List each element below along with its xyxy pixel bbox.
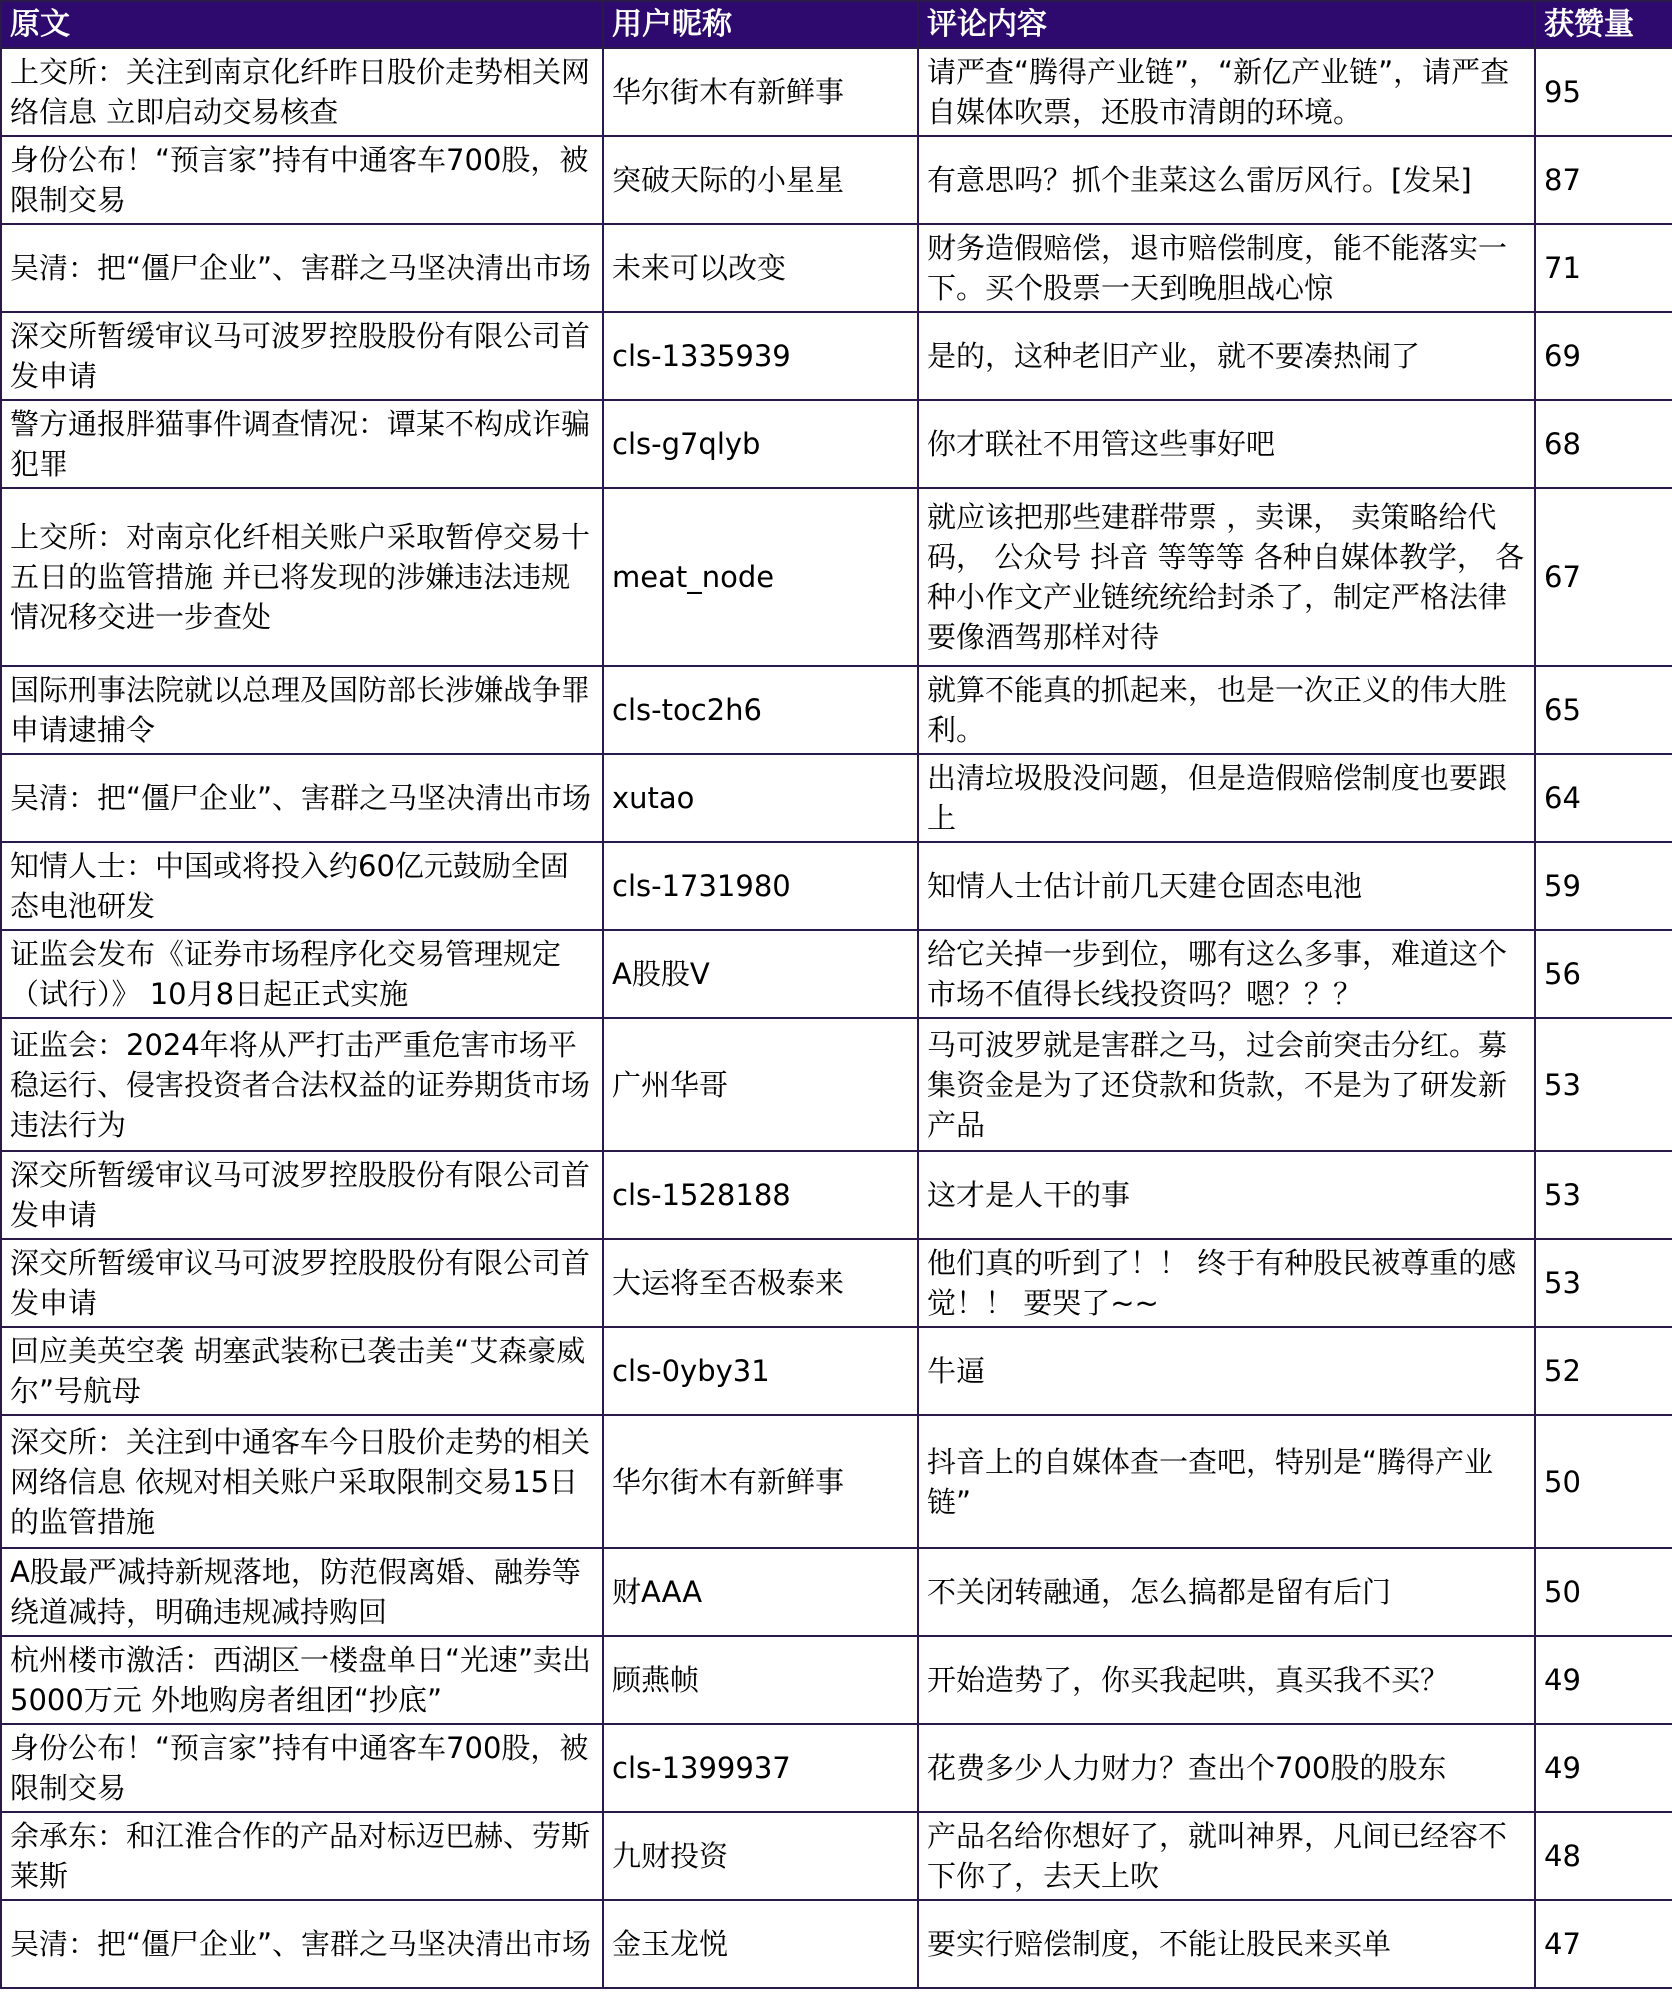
table-row — [1, 1548, 1672, 1636]
cell-likes: 49 — [1535, 1636, 1672, 1724]
cell-likes: 71 — [1535, 224, 1672, 312]
header-likes: 获赞量 — [1535, 1, 1672, 48]
cell-original: 杭州楼市激活：西湖区一楼盘单日“光速”卖出5000万元 外地购房者组团“抄底” — [1, 1636, 603, 1724]
cell-comment: 这才是人干的事 — [918, 1151, 1535, 1239]
cell-comment: 花费多少人力财力？查出个700股的股东 — [918, 1724, 1535, 1812]
cell-likes: 65 — [1535, 666, 1672, 754]
cell-nickname: cls-1335939 — [603, 312, 918, 400]
cell-likes: 50 — [1535, 1548, 1672, 1636]
cell-comment: 就算不能真的抓起来，也是一次正义的伟大胜利。 — [918, 666, 1535, 754]
cell-comment: 财务造假赔偿，退市赔偿制度，能不能落实一下。买个股票一天到晚胆战心惊 — [918, 224, 1535, 312]
table-row — [1, 754, 1672, 842]
cell-original: 上交所：对南京化纤相关账户采取暂停交易十五日的监管措施 并已将发现的涉嫌违法违规情况移交进一步查处 — [1, 488, 603, 666]
cell-comment: 不关闭转融通，怎么搞都是留有后门 — [918, 1548, 1535, 1636]
table-row — [1, 666, 1672, 754]
cell-likes: 64 — [1535, 754, 1672, 842]
cell-nickname: A股股V — [603, 930, 918, 1018]
cell-nickname: 顾燕帧 — [603, 1636, 918, 1724]
cell-nickname: cls-toc2h6 — [603, 666, 918, 754]
cell-comment: 要实行赔偿制度，不能让股民来买单 — [918, 1900, 1535, 1988]
cell-original: 余承东：和江淮合作的产品对标迈巴赫、劳斯莱斯 — [1, 1812, 603, 1900]
table-row — [1, 488, 1672, 666]
cell-comment: 他们真的听到了！！ 终于有种股民被尊重的感觉！！ 要哭了~~ — [918, 1239, 1535, 1327]
cell-original: 吴清：把“僵尸企业”、害群之马坚决清出市场 — [1, 1900, 603, 1988]
cell-likes: 59 — [1535, 842, 1672, 930]
cell-likes: 49 — [1535, 1724, 1672, 1812]
cell-likes: 50 — [1535, 1415, 1672, 1548]
header-comment: 评论内容 — [918, 1, 1535, 48]
cell-comment: 抖音上的自媒体查一查吧，特别是“腾得产业链” — [918, 1415, 1535, 1548]
table-row — [1, 1724, 1672, 1812]
table-row — [1, 312, 1672, 400]
cell-original: 吴清：把“僵尸企业”、害群之马坚决清出市场 — [1, 224, 603, 312]
cell-original: 警方通报胖猫事件调查情况：谭某不构成诈骗犯罪 — [1, 400, 603, 488]
cell-original: 国际刑事法院就以总理及国防部长涉嫌战争罪申请逮捕令 — [1, 666, 603, 754]
cell-likes: 87 — [1535, 136, 1672, 224]
cell-comment: 你才联社不用管这些事好吧 — [918, 400, 1535, 488]
table-row — [1, 400, 1672, 488]
table-row — [1, 48, 1672, 136]
cell-comment: 马可波罗就是害群之马，过会前突击分红。募集资金是为了还贷款和货款，不是为了研发新产品 — [918, 1018, 1535, 1151]
cell-original: 身份公布！“预言家”持有中通客车700股，被限制交易 — [1, 136, 603, 224]
cell-nickname: 华尔街木有新鲜事 — [603, 1415, 918, 1548]
cell-likes: 67 — [1535, 488, 1672, 666]
cell-nickname: 金玉龙悦 — [603, 1900, 918, 1988]
cell-original: 深交所：关注到中通客车今日股价走势的相关网络信息 依规对相关账户采取限制交易15日的监管措施 — [1, 1415, 603, 1548]
cell-nickname: cls-1731980 — [603, 842, 918, 930]
cell-comment: 知情人士估计前几天建仓固态电池 — [918, 842, 1535, 930]
table-header — [1, 1, 1672, 48]
cell-comment: 给它关掉一步到位，哪有这么多事，难道这个市场不值得长线投资吗？嗯？？？ — [918, 930, 1535, 1018]
cell-comment: 有意思吗？抓个韭菜这么雷厉风行。[发呆] — [918, 136, 1535, 224]
cell-comment: 产品名给你想好了，就叫神界，凡间已经容不下你了，去天上吹 — [918, 1812, 1535, 1900]
cell-likes: 56 — [1535, 930, 1672, 1018]
cell-likes: 53 — [1535, 1018, 1672, 1151]
cell-likes: 52 — [1535, 1327, 1672, 1415]
cell-likes: 53 — [1535, 1151, 1672, 1239]
cell-original: 回应美英空袭 胡塞武装称已袭击美“艾森豪威尔”号航母 — [1, 1327, 603, 1415]
cell-nickname: 华尔街木有新鲜事 — [603, 48, 918, 136]
table-row — [1, 842, 1672, 930]
cell-nickname: 财AAA — [603, 1548, 918, 1636]
cell-nickname: 九财投资 — [603, 1812, 918, 1900]
cell-likes: 95 — [1535, 48, 1672, 136]
table-row — [1, 1239, 1672, 1327]
cell-nickname: 大运将至否极泰来 — [603, 1239, 918, 1327]
cell-likes: 47 — [1535, 1900, 1672, 1988]
table-row — [1, 1327, 1672, 1415]
cell-likes: 53 — [1535, 1239, 1672, 1327]
cell-comment: 出清垃圾股没问题，但是造假赔偿制度也要跟上 — [918, 754, 1535, 842]
cell-nickname: cls-1528188 — [603, 1151, 918, 1239]
cell-likes: 48 — [1535, 1812, 1672, 1900]
cell-original: 吴清：把“僵尸企业”、害群之马坚决清出市场 — [1, 754, 603, 842]
cell-comment: 就应该把那些建群带票 ，卖课， 卖策略给代码， 公众号 抖音 等等等 各种自媒体教学， 各种小作文产业链统统给封杀了，制定严格法律要像酒驾那样对待 — [918, 488, 1535, 666]
header-row — [1, 1, 1672, 48]
cell-likes: 69 — [1535, 312, 1672, 400]
cell-original: 身份公布！“预言家”持有中通客车700股，被限制交易 — [1, 1724, 603, 1812]
cell-comment: 是的，这种老旧产业，就不要凑热闹了 — [918, 312, 1535, 400]
cell-nickname: 广州华哥 — [603, 1018, 918, 1151]
cell-original: 证监会：2024年将从严打击严重危害市场平稳运行、侵害投资者合法权益的证券期货市场违法行为 — [1, 1018, 603, 1151]
cell-nickname: cls-1399937 — [603, 1724, 918, 1812]
cell-original: 知情人士：中国或将投入约60亿元鼓励全固态电池研发 — [1, 842, 603, 930]
table-row — [1, 1900, 1672, 1988]
table-row — [1, 930, 1672, 1018]
cell-nickname: 未来可以改变 — [603, 224, 918, 312]
cell-original: 证监会发布《证券市场程序化交易管理规定（试行）》 10月8日起正式实施 — [1, 930, 603, 1018]
cell-original: 深交所暂缓审议马可波罗控股股份有限公司首发申请 — [1, 1239, 603, 1327]
header-nickname: 用户昵称 — [603, 1, 918, 48]
table-row — [1, 1018, 1672, 1151]
cell-original: 上交所：关注到南京化纤昨日股价走势相关网络信息 立即启动交易核查 — [1, 48, 603, 136]
cell-comment: 请严查“腾得产业链”，“新亿产业链”，请严查自媒体吹票，还股市清朗的环境。 — [918, 48, 1535, 136]
cell-nickname: cls-0yby31 — [603, 1327, 918, 1415]
table-row — [1, 1151, 1672, 1239]
cell-original: 深交所暂缓审议马可波罗控股股份有限公司首发申请 — [1, 312, 603, 400]
cell-nickname: cls-g7qlyb — [603, 400, 918, 488]
cell-original: A股最严减持新规落地，防范假离婚、融券等绕道减持，明确违规减持购回 — [1, 1548, 603, 1636]
table-body — [1, 48, 1672, 1988]
table-row — [1, 1636, 1672, 1724]
cell-nickname: meat_node — [603, 488, 918, 666]
cell-likes: 68 — [1535, 400, 1672, 488]
cell-comment: 牛逼 — [918, 1327, 1535, 1415]
cell-original: 深交所暂缓审议马可波罗控股股份有限公司首发申请 — [1, 1151, 603, 1239]
table-row — [1, 224, 1672, 312]
table-row — [1, 1415, 1672, 1548]
cell-comment: 开始造势了，你买我起哄，真买我不买？ — [918, 1636, 1535, 1724]
table-row — [1, 1812, 1672, 1900]
header-original: 原文 — [1, 1, 603, 48]
cell-nickname: 突破天际的小星星 — [603, 136, 918, 224]
table-row — [1, 136, 1672, 224]
cell-nickname: xutao — [603, 754, 918, 842]
